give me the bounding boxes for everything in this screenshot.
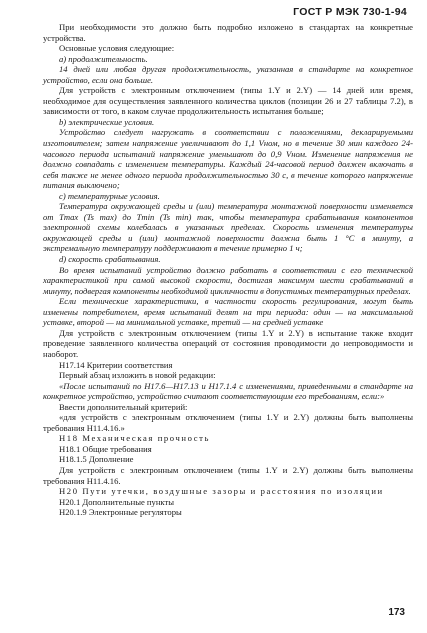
page-number: 173 (388, 607, 405, 618)
paragraph: d) скорость срабатывания. (59, 254, 161, 265)
paragraph: b) электрические условия. (59, 116, 155, 127)
paragraph: При необходимости это должно быть подробно изложено в стандартах на конкретные устройства. (43, 22, 413, 43)
paragraph: а) продолжительность. (59, 53, 148, 64)
paragraph: Температура окружающей среды и (или) температура монтажной поверхности изменяется от Tmax (Ts max) до Tmin (Ts min) так, чтобы температура срабатывания компонентов электронной схемы колебалась в указанных пределах. Скорость изменения температуры окружающей среды и (или) монтажной поверхности должна быть 1 °С в минуту, а экстремальную температуру поддерживают в течение примерно 1 ч; (43, 201, 413, 254)
paragraph: Н20.1.9 Электронные регуляторы (59, 507, 182, 518)
paragraph: 14 дней или любая другая продолжительность, указанная в стандарте на конкретное устройство, если она больше. (43, 64, 413, 85)
document-body (43, 22, 413, 518)
paragraph: «для устройств с электронным отключением (типы 1.Y и 2.Y) должны быть выполнены требования Н11.4.16.» (43, 412, 413, 433)
paragraph: Н20 Пути утечки, воздушные зазоры и расстояния по изоляции (59, 486, 384, 497)
page-header: ГОСТ Р МЭК 730-1-94 (293, 6, 407, 18)
paragraph: Для устройств с электронным отключением (типы 1.Y и 2.Y) — 14 дней или время, необходимое для осуществления заявленного количества циклов (позиции 26 и 27 таблицы 7.2), в зависимости от того, в каком случае продолжительность испытания больше; (43, 85, 413, 117)
paragraph: Н18 Механическая прочность (59, 433, 210, 444)
paragraph: Н20.1 Дополнительные пункты (59, 496, 175, 507)
paragraph: Первый абзац изложить в новой редакции: (59, 370, 216, 381)
paragraph: Если технические характеристики, в частности скорость регулирования, могут быть изменены потребителем, время испытаний делят на три периода: один — на максимальной уставке, второй — на минимальной уставке, третий — на средней уставке (43, 296, 413, 328)
paragraph: Н18.1 Общие требования (59, 443, 152, 454)
paragraph: с) температурные условия. (59, 190, 160, 201)
paragraph: Основные условия следующие: (59, 43, 175, 54)
paragraph: Н17.14 Критерии соответствия (59, 359, 173, 370)
paragraph: Для устройств с электронным отключением (типы 1.Y и 2.Y) в испытание также входит проведение заявленного количества операций от состояния проводимости до непроводимости и наоборот. (43, 327, 413, 359)
paragraph: Во время испытаний устройство должно работать в соответствии с его технической характеристикой при самой высокой скорости, достигая максимум шести срабатываний в минуту, подвергая компоненты необходимой цикличности в допустимых температурных пределах. (43, 264, 413, 296)
paragraph: Устройство следует нагружать в соответствии с положениями, декларируемыми изготовителем; затем напряжение увеличивают до 1,1 Vном, но в течение 30 мин каждого 24-часового периода испытаний напряжение уменьшают до 0,9 Vном. Изменение напряжения не должно совпадать с изменением температуры. Каждый 24-часовой период должен включать в себя также не менее одного периода продолжительностью 30 с, в течение которого напряжение питания выключено; (43, 127, 413, 191)
paragraph: Н18.1.5 Дополнение (59, 454, 134, 465)
paragraph: Ввести дополнительный критерий: (59, 401, 188, 412)
paragraph: «После испытаний по Н17.6—Н17.13 и Н17.1.4 с изменениями, приведенными в стандарте на конкретное устройство, устройство считают соответствующим его требованиям, если:» (43, 380, 413, 402)
paragraph: Для устройств с электронным отключением (типы 1.Y и 2.Y) должны быть выполнены требования Н11.4.16. (43, 464, 413, 486)
